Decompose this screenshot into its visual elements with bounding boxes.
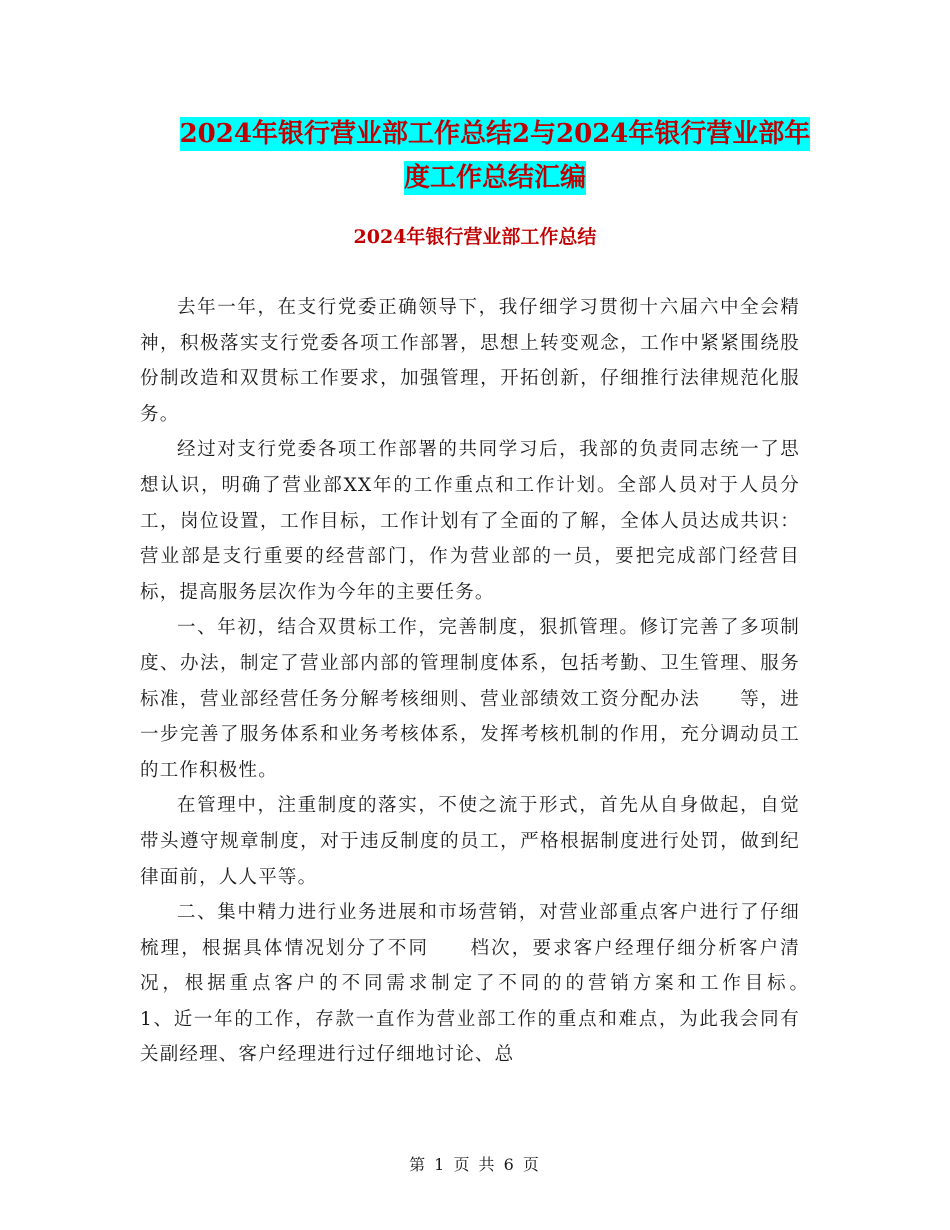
paragraph-1: 去年一年，在支行党委正确领导下，我仔细学习贯彻十六届六中全会精神，积极落实支行党委各项工作部署，思想上转变观念，工作中紧紧围绕股份制改造和双贯标工作要求，加强管理，开拓创新，仔细推行法律规范化服务。 bbox=[140, 297, 800, 425]
title-line-1: 2024年银行营业部工作总结2与2024年银行营业部年 bbox=[179, 119, 811, 149]
paragraph-4: 在管理中，注重制度的落实，不使之流于形式，首先从自身做起，自觉带头遵守规章制度，对于违反制度的员工，严格根据制度进行处罚，做到纪律面前，人人平等。 bbox=[140, 795, 800, 888]
title-line-2: 度工作总结汇编 bbox=[403, 163, 586, 193]
section-title: 2024年银行营业部工作总结 bbox=[353, 226, 597, 248]
document-title bbox=[140, 112, 850, 200]
body-text bbox=[140, 290, 879, 1073]
page-footer: 第 1 页 共 6 页 bbox=[409, 1155, 541, 1174]
paragraph-3: 一、年初，结合双贯标工作，完善制度，狠抓管理。修订完善了多项制度、办法，制定了营业部内部的管理制度体系，包括考勤、卫生管理、服务标准，营业部经营任务分解考核细则、营业部绩效工资分配办法 等，进一步完善了服务体系和业务考核体系，发挥考核机制的作用，充分调动员工的工作积极性。 bbox=[140, 617, 800, 781]
paragraph-5: 二、集中精力进行业务进展和市场营销，对营业部重点客户进行了仔细梳理，根据具体情况划分了不同 档次，要求客户经理仔细分析客户清况，根据重点客户的不同需求制定了不同的的营销方案和工作目标。 1、近一年的工作，存款一直作为营业部工作的重点和难点，为此我会同有关副经理、客户经理进行过仔细地讨论、总 bbox=[140, 902, 879, 1066]
paragraph-2: 经过对支行党委各项工作部署的共同学习后，我部的负责同志统一了思想认识，明确了营业部XX年的工作重点和工作计划。全部人员对于人员分工，岗位设置，工作目标，工作计划有了全面的了解，全体人员达成共识：营业部是支行重要的经营部门，作为营业部的一员，要把完成部门经营目标，提高服务层次作为今年的主要任务。 bbox=[140, 439, 800, 603]
